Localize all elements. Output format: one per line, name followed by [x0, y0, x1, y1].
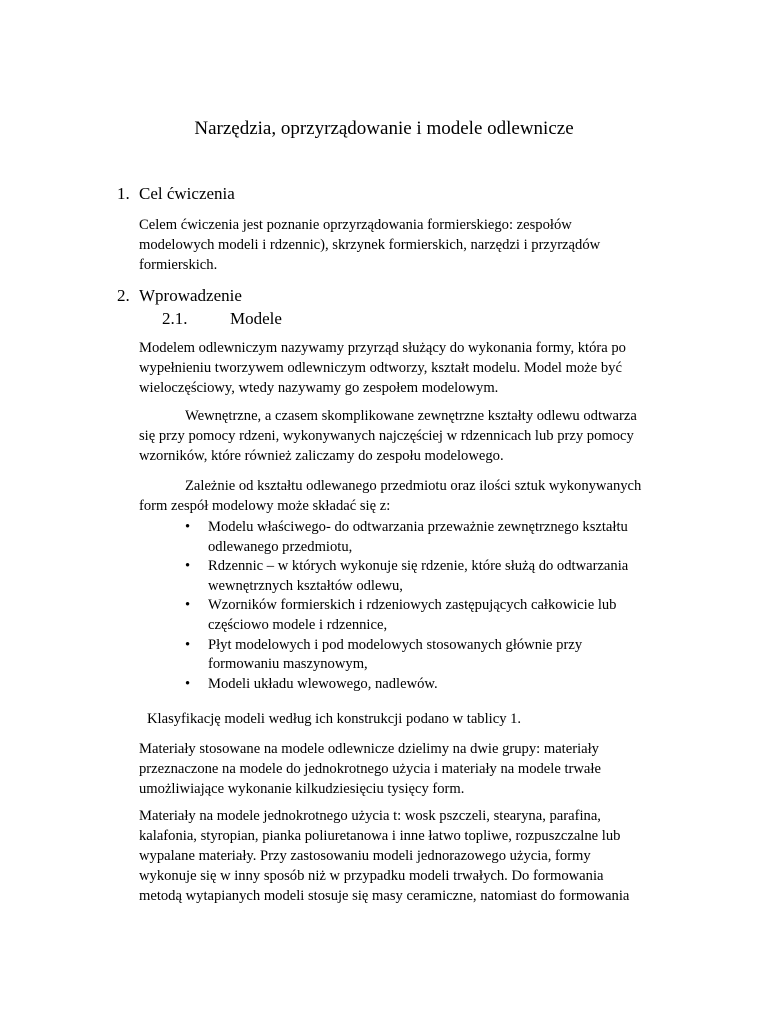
list-item [185, 675, 685, 695]
text-line: Modelu właściwego- do odtwarzania przeważnie zewnętrznego kształtu [208, 519, 628, 535]
list-item [185, 636, 685, 675]
text-line: wykonuje się w inny sposób niż w przypadku modeli trwałych. Do formowania [139, 868, 604, 884]
bullet-icon: • [185, 675, 191, 692]
single-use-materials-paragraph [139, 806, 679, 906]
list-item [185, 596, 685, 635]
model-definition-paragraph [139, 338, 679, 398]
section-1-paragraph [139, 215, 679, 275]
section-2-title: Wprowadzenie [139, 286, 242, 305]
text-line: formowaniu maszynowym, [208, 656, 368, 673]
text-line: metodą wytapianych modeli stosuje się masy ceramiczne, natomiast do formowania [139, 888, 630, 904]
section-2-number: 2. [117, 286, 130, 305]
subsection-2-1-title: Modele [230, 309, 282, 328]
text-line: wzorników, które również zaliczamy do zespołu modelowego. [139, 448, 504, 464]
list-item [185, 518, 685, 557]
text-line: modelowych modeli i rdzennic), skrzynek formierskich, narzędzi i przyrządów [139, 237, 601, 253]
text-line: Materiały na modele jednokrotnego użycia t: wosk pszczeli, stearyna, parafina, [139, 808, 601, 824]
text-line: się przy pomocy rdzeni, wykonywanych najczęściej w rdzennicach lub przy pomocy [139, 428, 634, 444]
text-line: przeznaczone na modele do jednokrotnego użycia i materiały na modele trwałe [139, 761, 601, 777]
text-line: umożliwiające wykonanie kilkudziesięciu tysięcy form. [139, 781, 465, 797]
text-line: wypalane materiały. Przy zastosowaniu modeli jednorazowego użycia, formy [139, 848, 591, 864]
text-line: częściowo modele i rdzennice, [208, 616, 388, 633]
bullet-icon: • [185, 519, 191, 535]
text-line: formierskich. [139, 257, 218, 273]
text-line: wewnętrznych kształtów odlewu, [208, 577, 403, 594]
cores-paragraph [139, 406, 679, 466]
document-title: Narzędzia, oprzyrządowanie i modele odlewnicze [194, 118, 574, 139]
text-line: Płyt modelowych i pod modelowych stosowanych głównie przy [208, 636, 583, 653]
text-line: wypełnieniu tworzywem odlewniczym odtworzy, kształt modelu. Model może być [139, 360, 622, 376]
section-2-heading [117, 285, 242, 307]
list-item [185, 557, 685, 596]
section-1-title: Cel ćwiczenia [139, 184, 235, 203]
text-line: Materiały stosowane na modele odlewnicze dzielimy na dwie grupy: materiały [139, 741, 599, 757]
subsection-2-1-number: 2.1. [162, 309, 188, 328]
text-line: Modelem odlewniczym nazywamy przyrząd służący do wykonania formy, która po [139, 340, 626, 356]
text-line: wieloczęściowy, wtedy nazywamy go zespołem modelowym. [139, 380, 499, 396]
text-line: form zespół modelowy może składać się z: [139, 498, 391, 514]
materials-paragraph [139, 739, 679, 799]
text-line: Modeli układu wlewowego, nadlewów. [208, 675, 438, 692]
model-set-list [185, 518, 685, 694]
section-1-number: 1. [117, 184, 130, 203]
text-line: Wewnętrzne, a czasem skomplikowane zewnętrzne kształty odlewu odtwarza [185, 408, 637, 424]
bullet-icon: • [185, 558, 191, 575]
bullet-icon: • [185, 636, 191, 653]
classification-note [147, 709, 687, 729]
text-line: Klasyfikację modeli według ich konstrukcji podano w tablicy 1. [147, 711, 522, 727]
text-line: Zależnie od kształtu odlewanego przedmiotu oraz ilości sztuk wykonywanych [185, 478, 642, 494]
text-line: Celem ćwiczenia jest poznanie oprzyrządowania formierskiego: zespołów [139, 217, 572, 233]
model-set-intro-paragraph [139, 476, 679, 516]
text-line: Rdzennic – w których wykonuje się rdzenie, które służą do odtwarzania [208, 558, 629, 575]
text-line: kalafonia, styropian, pianka poliuretanowa i inne łatwo topliwe, rozpuszczalne lub [139, 828, 621, 844]
text-line: Wzorników formierskich i rdzeniowych zastępujących całkowicie lub [208, 597, 617, 614]
text-line: odlewanego przedmiotu, [208, 538, 353, 555]
subsection-2-1-heading [162, 308, 282, 330]
section-1-heading [117, 183, 235, 205]
bullet-icon: • [185, 597, 191, 614]
